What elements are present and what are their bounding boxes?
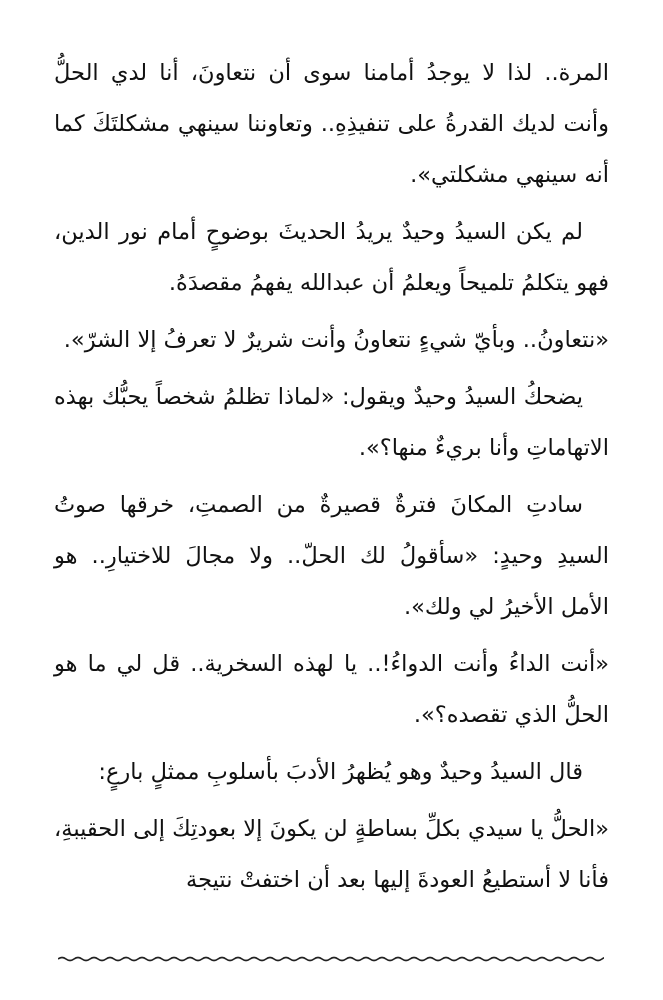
paragraph: «نتعاونُ.. وبأيّ شيءٍ نتعاونُ وأنت شريرٌ لا تعرفُ إلا الشرّ».: [63, 327, 609, 353]
paragraph: المرة.. لذا لا يوجدُ أمامنا سوى أن نتعاونَ، أنا لدي الحلُّ وأنت لديك القدرةُ على تنفيذِهِ.. وتعاوننا سينهي مشكلتَكَ كما أنه سينهي مشكلتي».: [54, 60, 609, 188]
paragraph: قال السيدُ وحيدٌ وهو يُظهرُ الأدبَ بأسلوبِ ممثلٍ بارعٍ:: [98, 759, 583, 785]
page-body: [54, 48, 609, 920]
wavy-divider-line: [58, 958, 604, 961]
wavy-divider: [58, 952, 604, 966]
paragraph: لم يكن السيدُ وحيدٌ يريدُ الحديثَ بوضوحٍ أمام نور الدين، فهو يتكلمُ تلميحاً ويعلمُ أن عبدالله يفهمُ مقصدَهُ.: [54, 219, 609, 296]
paragraph: «أنت الداءُ وأنت الدواءُ!.. يا لهذه السخرية.. قل لي ما هو الحلُّ الذي تقصده؟».: [54, 651, 609, 728]
paragraph: «الحلُّ يا سيدي بكلِّ بساطةٍ لن يكونَ إلا بعودتِكَ إلى الحقيبةِ، فأنا لا أستطيعُ العودةَ إليها بعد أن اختفتْ نتيجة: [54, 816, 609, 893]
paragraph: سادتِ المكانَ فترةٌ قصيرةٌ من الصمتِ، خرقها صوتُ السيدِ وحيدٍ: «سأقولُ لك الحلّ.. ولا مجالَ للاختيارِ.. هو الأمل الأخيرُ لي ولك».: [54, 492, 609, 620]
paragraph: يضحكُ السيدُ وحيدٌ ويقول: «لماذا تظلمُ شخصاً يحبُّك بهذه الاتهاماتِ وأنا بريءٌ منها؟».: [54, 384, 609, 461]
